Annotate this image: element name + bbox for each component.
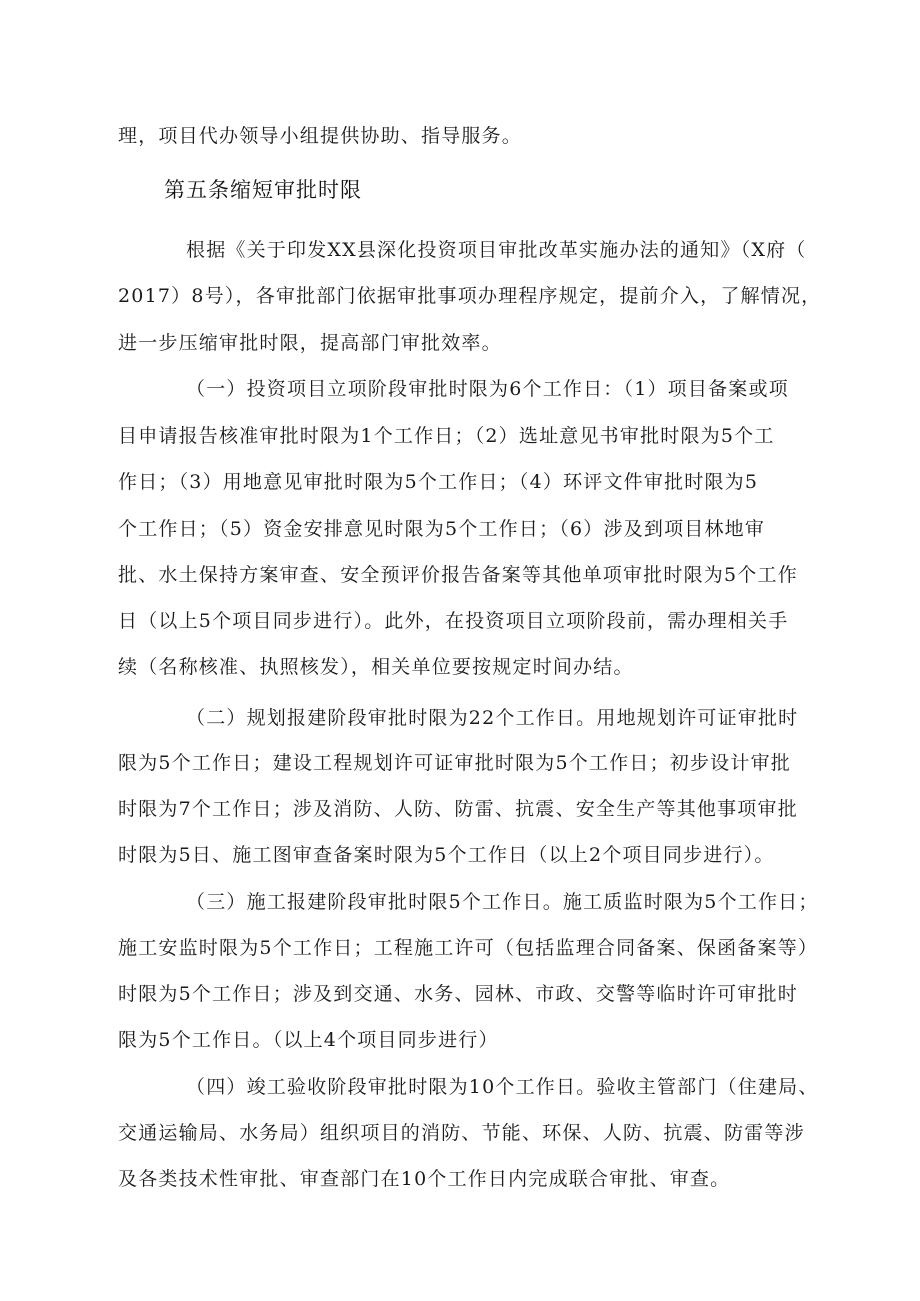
text-line: 时限为7个工作日；涉及消防、人防、防雷、抗震、安全生产等其他事项审批 bbox=[118, 798, 798, 820]
text-line: 时限为5个工作日；涉及到交通、水务、园林、市政、交警等临时许可审批时 bbox=[118, 983, 798, 1005]
text-line: （四）竣工验收阶段审批时限为10个工作日。验收主管部门（住建局、 bbox=[186, 1076, 819, 1098]
text-line: 作日；（3）用地意见审批时限为5个工作日；（4）环评文件审批时限为5 bbox=[118, 471, 759, 493]
text-line: 施工安监时限为5个工作日；工程施工许可（包括监理合同备案、保函备案等） bbox=[118, 937, 819, 959]
text-line: 时限为5日、施工图审查备案时限为5个工作日（以上2个项目同步进行）。 bbox=[118, 844, 775, 866]
text-line: 个工作日；（5）资金安排意见时限为5个工作日；（6）涉及到项目林地审 bbox=[118, 518, 766, 540]
text-line: 限为5个工作日；建设工程规划许可证审批时限为5个工作日；初步设计审批 bbox=[118, 752, 791, 774]
text-line: 批、水土保持方案审查、安全预评价报告备案等其他单项审批时限为5个工作 bbox=[118, 564, 798, 586]
text-line: 根据《关于印发XX县深化投资项目审批改革实施办法的通知》（X府（ bbox=[186, 239, 807, 261]
text-line: 日（以上5个项目同步进行）。此外，在投资项目立项阶段前，需办理相关手 bbox=[118, 610, 789, 632]
text-line: （二）规划报建阶段审批时限为22个工作日。用地规划许可证审批时 bbox=[186, 707, 799, 729]
text-line: 限为5个工作日。（以上4个项目同步进行） bbox=[118, 1029, 499, 1051]
text-line: 续（名称核准、执照核发），相关单位要按规定时间办结。 bbox=[118, 656, 634, 678]
text-line: 2017）8号），各审批部门依据审批事项办理程序规定，提前介入，了解情况， bbox=[118, 285, 822, 307]
text-line: 理，项目代办领导小组提供协助、指导服务。 bbox=[118, 125, 523, 147]
section-heading: 第五条缩短审批时限 bbox=[164, 178, 362, 202]
text-line: 交通运输局、水务局）组织项目的消防、节能、环保、人防、抗震、防雷等涉 bbox=[118, 1122, 805, 1144]
text-line: 进一步压缩审批时限，提高部门审批效率。 bbox=[118, 332, 502, 354]
text-line: （三）施工报建阶段审批时限5个工作日。施工质监时限为5个工作日； bbox=[186, 891, 819, 913]
text-line: 及各类技术性审批、审查部门在10个工作日内完成联合审批、审查。 bbox=[118, 1168, 731, 1190]
text-line: 目申请报告核准审批时限为1个工作日；（2）选址意见书审批时限为5个工 bbox=[118, 425, 775, 447]
text-line: （一）投资项目立项阶段审批时限为6个工作日：（1）项目备案或项 bbox=[186, 378, 789, 400]
